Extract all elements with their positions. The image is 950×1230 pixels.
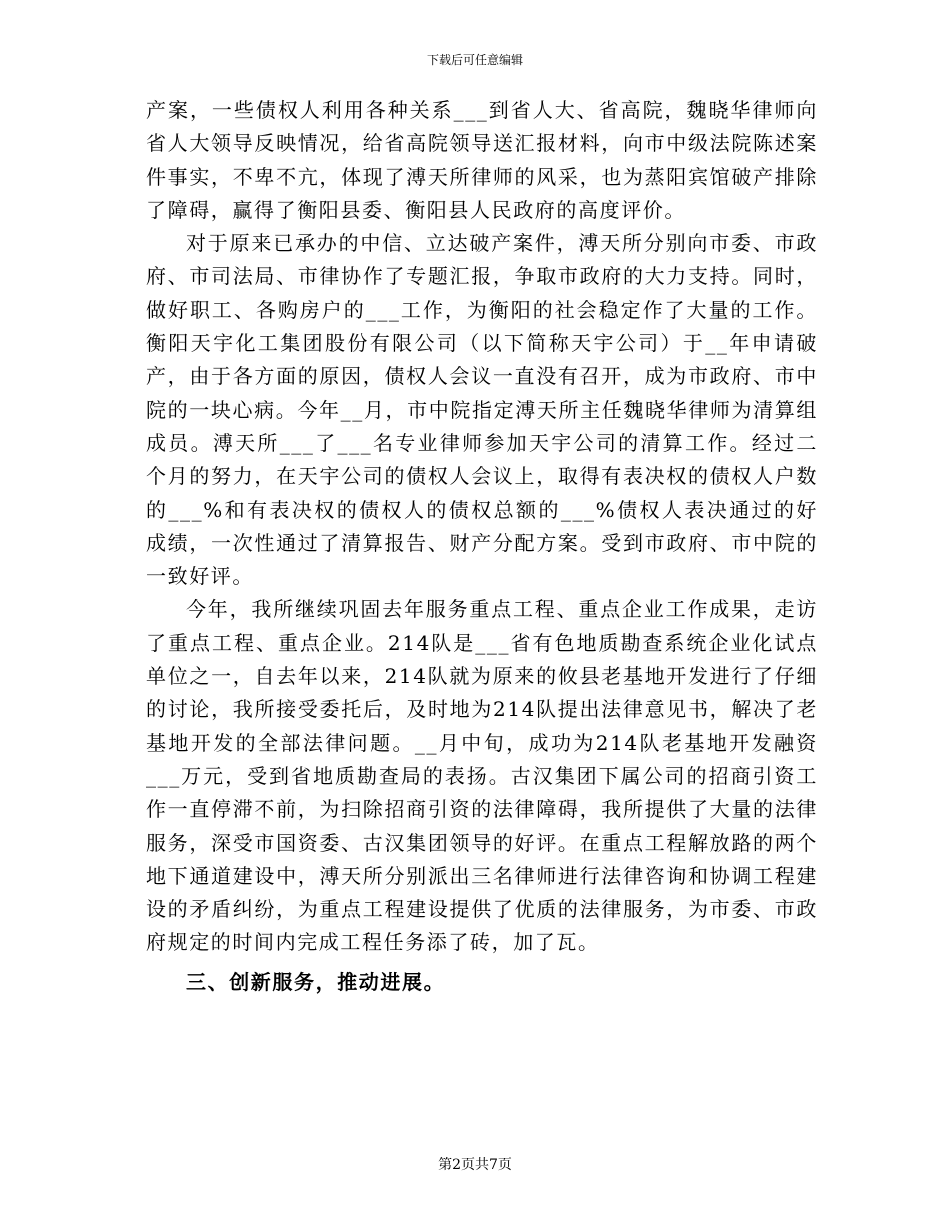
paragraph-bankruptcy-cases: 对于原来已承办的中信、立达破产案件，溥天所分别向市委、市政府、市司法局、市律协作了专题汇报，争取市政府的大力支持。同时，做好职工、各购房户的___工作，为衡阳的社会稳定作了大量的工作。衡阳天宇化工集团股份有限公司（以下简称天宇公司）于__年申请破产，由于各方面的原因，债权人会议一直没有召开，成为市政府、市中院的一块心病。今年__月，市中院指定溥天所主任魏晓华律师为清算组成员。溥天所___了___名专业律师参加天宇公司的清算工作。经过二个月的努力，在天宇公司的债权人会议上，取得有表决权的债权人户数的___%和有表决权的债权人的债权总额的___%债权人表决通过的好成绩，一次性通过了清算报告、财产分配方案。受到市政府、市中院的一致好评。 [146,231,818,589]
section-heading: 三、创新服务，推动进展。 [186,969,446,994]
document-body [146,94,818,999]
page-number: 第2页共7页 [438,1157,512,1173]
paragraph-continued: 产案，一些债权人利用各种关系___到省人大、省高院，魏晓华律师向省人大领导反映情况，给省高院领导送汇报材料，向市中级法院陈述案件事实，不卑不亢，体现了溥天所律师的风采，也为蒸阳宾馆破产排除了障碍，赢得了衡阳县委、衡阳县人民政府的高度评价。 [146,98,818,222]
page-header: 下载后可任意编辑 [426,53,523,67]
paragraph-key-projects: 今年，我所继续巩固去年服务重点工程、重点企业工作成果，走访了重点工程、重点企业。214队是___省有色地质勘查系统企业化试点单位之一，自去年以来，214队就为原来的攸县老基地开发进行了仔细的讨论，我所接受委托后，及时地为214队提出法律意见书，解决了老基地开发的全部法律问题。__月中旬，成功为214队老基地开发融资___万元，受到省地质勘查局的表扬。古汉集团下属公司的招商引资工作一直停滞不前，为扫除招商引资的法律障碍，我所提供了大量的法律服务，深受市国资委、古汉集团领导的好评。在重点工程解放路的两个地下通道建设中，溥天所分别派出三名律师进行法律咨询和协调工程建设的矛盾纠纷，为重点工程建设提供了优质的法律服务，为市委、市政府规定的时间内完成工程任务添了砖，加了瓦。 [146,597,818,955]
